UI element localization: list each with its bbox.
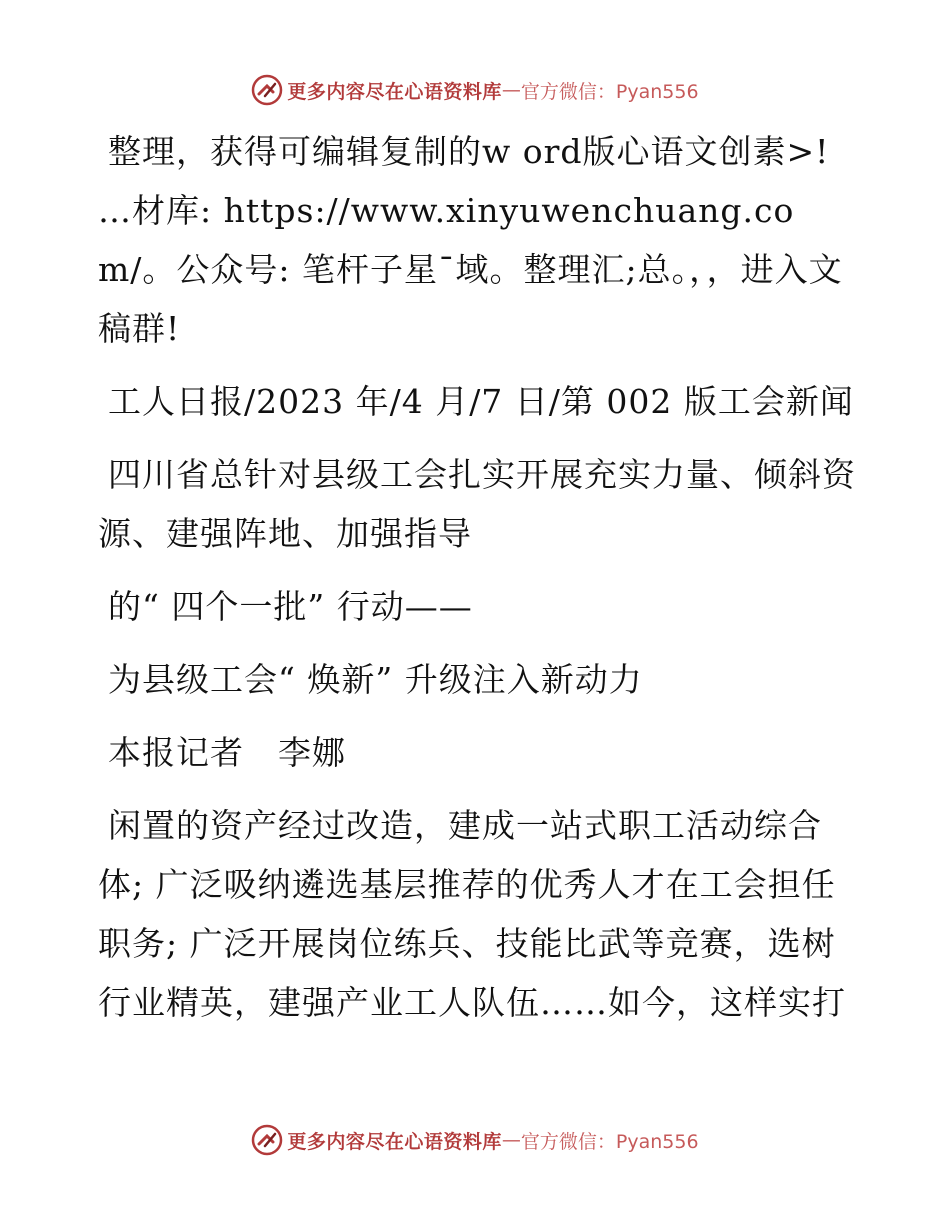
document-body xyxy=(98,122,858,1046)
book-pen-logo-icon xyxy=(251,1124,283,1156)
paragraph-headline-line2: 的“ 四个一批” 行动—— xyxy=(108,587,473,626)
banner-wechat: 官方微信：Pyan556 xyxy=(520,1130,699,1153)
banner-text: 更多内容尽在心语资料库 xyxy=(287,80,502,103)
paragraph-headline-line3: 为县级工会“ 焕新” 升级注入新动力 xyxy=(108,660,643,699)
paragraph-headline-line1: 四川省总针对县级工会扎实开展充实力量、倾斜资源、建强阵地、加强指导 xyxy=(98,455,856,553)
header-banner xyxy=(0,70,950,110)
banner-dash: — xyxy=(501,1129,521,1151)
banner-text: 更多内容尽在心语资料库 xyxy=(287,1130,502,1153)
paragraph-byline: 本报记者 李娜 xyxy=(108,733,346,772)
book-pen-logo-icon xyxy=(251,74,283,106)
paragraph-publication-info: 工人日报/2023 年/4 月/7 日/第 002 版工会新闻 xyxy=(108,382,854,421)
banner-wechat: 官方微信：Pyan556 xyxy=(520,80,699,103)
banner-dash: — xyxy=(501,79,521,101)
paragraph-source-note: 整理，获得可编辑复制的w ord版心语文创素>! …材库: https://www.xinyuwenchuang.com/。公众号: 笔杆子星¯域。整理汇;总。，，进入文稿群! xyxy=(98,132,843,348)
footer-banner xyxy=(0,1120,950,1160)
paragraph-body: 闲置的资产经过改造，建成一站式职工活动综合体; 广泛吸纳遴选基层推荐的优秀人才在工会担任职务; 广泛开展岗位练兵、技能比武等竞赛，选树行业精英，建强产业工人队伍……如今，这样实打 xyxy=(98,806,846,1022)
